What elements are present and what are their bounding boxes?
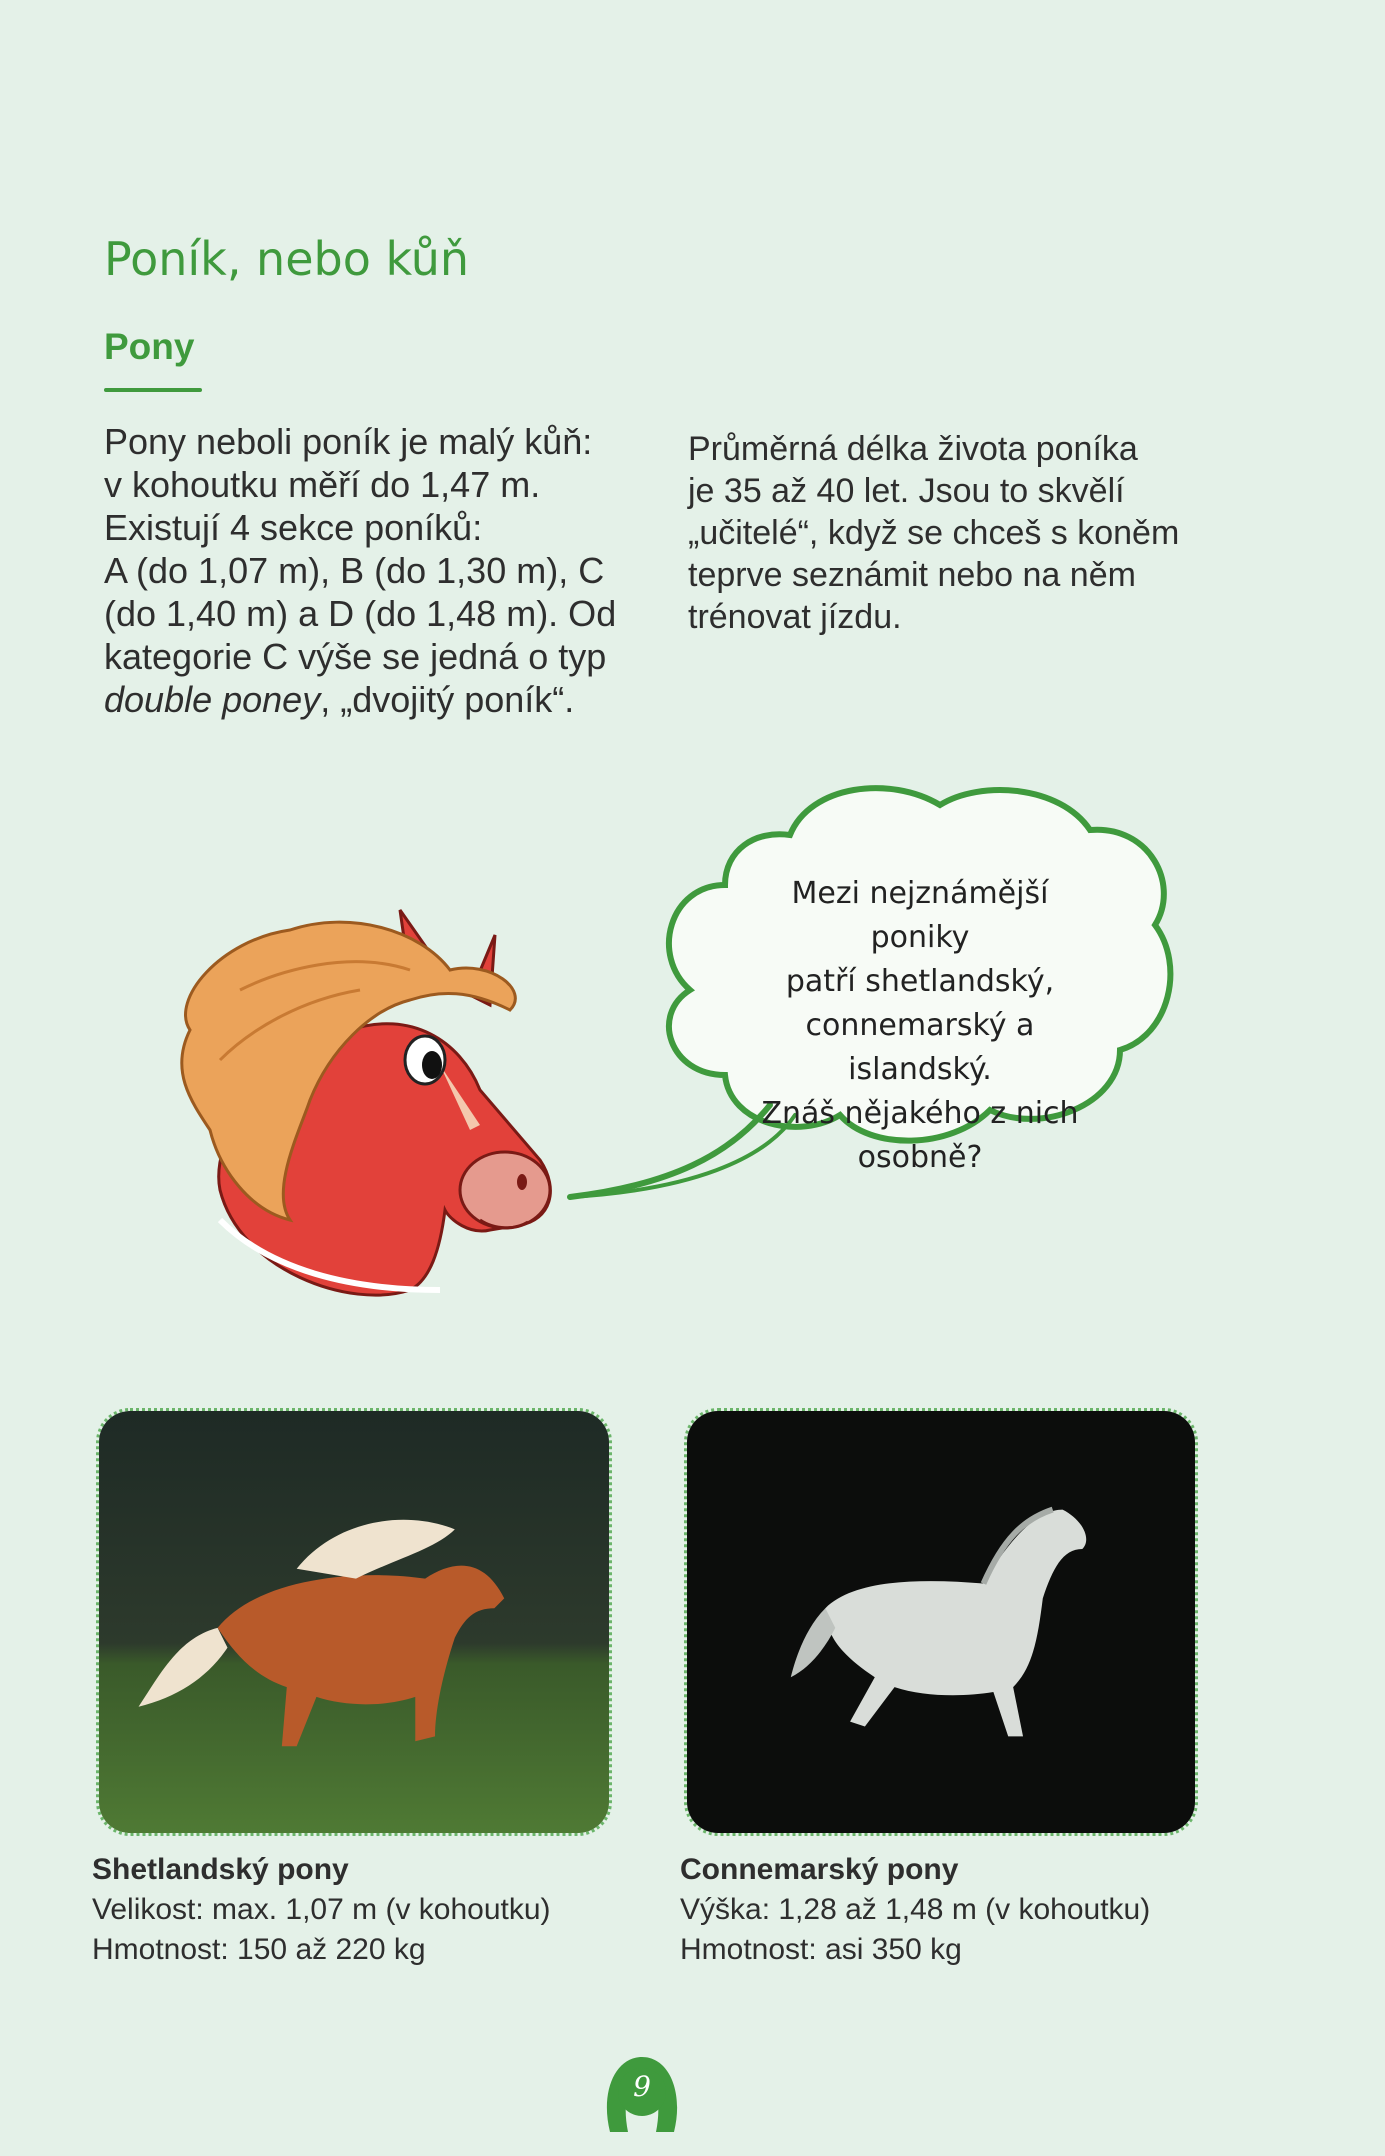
text-fragment: , „dvojitý poník“.: [320, 679, 575, 720]
speech-bubble-text: [740, 872, 1100, 1180]
section-subtitle: Pony: [104, 326, 195, 367]
page-title: Poník, nebo kůň: [104, 232, 470, 286]
text-line: Pony neboli poník je malý kůň:: [104, 421, 593, 462]
shetland-pony-photo: [96, 1408, 612, 1836]
paragraph-left: [104, 420, 644, 721]
text-line: teprve seznámit nebo na něm: [688, 556, 1136, 594]
text-line: [104, 678, 644, 721]
connemara-caption: [680, 1850, 1150, 1970]
text-line: je 35 až 40 let. Jsou to skvělí: [688, 472, 1125, 510]
breed-name: Shetlandský pony: [92, 1853, 349, 1886]
subtitle-underline: [104, 388, 202, 392]
text-line: v kohoutku měří do 1,47 m.: [104, 464, 541, 505]
cartoon-pony-illustration: [150, 890, 590, 1330]
page-number: 9: [633, 2070, 651, 2103]
breed-size: Velikost: max. 1,07 m (v kohoutku): [92, 1893, 551, 1926]
connemara-pony-photo: [684, 1408, 1198, 1836]
bubble-line: osobně?: [857, 1140, 983, 1175]
page-number-badge: [600, 2052, 684, 2136]
breed-weight: Hmotnost: 150 až 220 kg: [92, 1933, 426, 1966]
text-line: „učitelé“, když se chceš s koněm: [688, 514, 1180, 552]
breed-name: Connemarský pony: [680, 1853, 959, 1886]
bubble-line: patří shetlandský,: [785, 964, 1055, 999]
paragraph-right: [688, 428, 1198, 638]
text-line: (do 1,40 m) a D (do 1,48 m). Od: [104, 593, 617, 634]
breed-size: Výška: 1,28 až 1,48 m (v kohoutku): [680, 1893, 1151, 1926]
text-line: Průměrná délka života poníka: [688, 430, 1138, 468]
bubble-line: Znáš nějakého z nich: [761, 1096, 1079, 1131]
bubble-line: Mezi nejznámější poniky: [791, 876, 1049, 955]
breed-weight: Hmotnost: asi 350 kg: [680, 1933, 962, 1966]
italic-term: double poney: [104, 679, 321, 720]
text-line: Existují 4 sekce poníků:: [104, 507, 483, 548]
text-line: trénovat jízdu.: [688, 598, 902, 636]
text-line: A (do 1,07 m), B (do 1,30 m), C: [104, 550, 605, 591]
text-line: kategorie C výše se jedná o typ: [104, 636, 607, 677]
shetland-caption: [92, 1850, 551, 1970]
bubble-line: connemarský a islandský.: [805, 1008, 1035, 1087]
